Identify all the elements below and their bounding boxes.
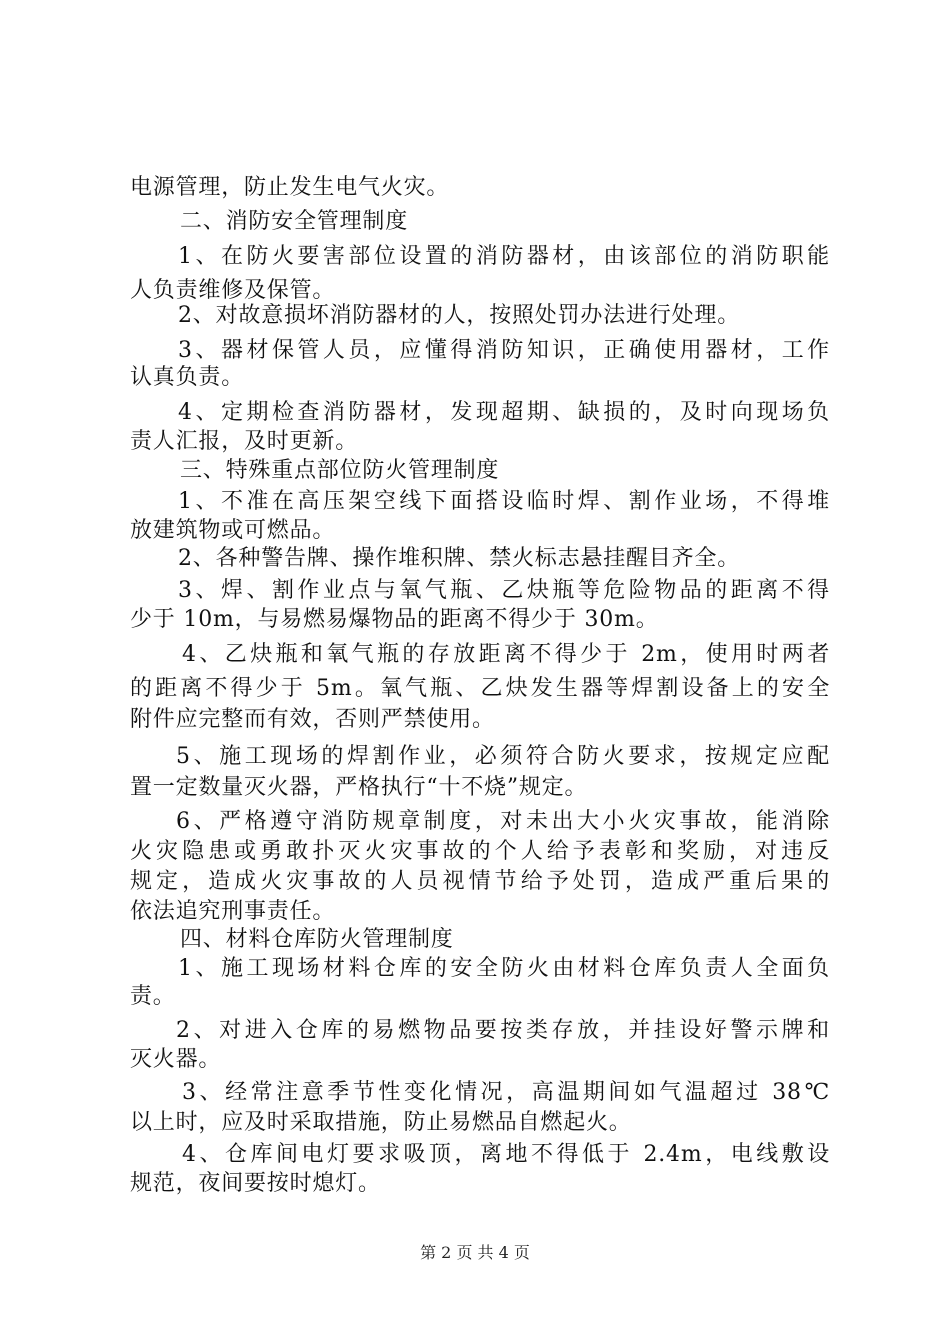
text-line: 人负责维修及保管。 xyxy=(130,278,336,303)
section-heading: 四、材料仓库防火管理制度 xyxy=(180,927,454,952)
text-line: 3、器材保管人员，应懂得消防知识，正确使用器材，工作 xyxy=(178,338,830,363)
text-line: 规定，造成火灾事故的人员视情节给予处罚，造成严重后果的 xyxy=(130,869,830,894)
text-line: 少于 10m，与易燃易爆物品的距离不得少于 30m。 xyxy=(130,607,659,632)
text-line: 2、对进入仓库的易燃物品要按类存放，并挂设好警示牌和 xyxy=(176,1018,830,1043)
text-line: 1、在防火要害部位设置的消防器材，由该部位的消防职能 xyxy=(178,244,830,269)
text-line: 依法追究刑事责任。 xyxy=(130,899,336,924)
text-line: 3、焊、割作业点与氧气瓶、乙炔瓶等危险物品的距离不得 xyxy=(178,578,830,603)
section-heading: 二、消防安全管理制度 xyxy=(180,209,409,234)
text-line: 的距离不得少于 5m。氧气瓶、乙炔发生器等焊割设备上的安全 xyxy=(130,676,830,701)
text-line: 3、经常注意季节性变化情况，高温期间如气温超过 38℃ xyxy=(182,1080,830,1105)
text-line: 2、各种警告牌、操作堆积牌、禁火标志悬挂醒目齐全。 xyxy=(178,546,740,571)
text-line: 以上时，应及时采取措施，防止易燃品自燃起火。 xyxy=(130,1110,632,1135)
text-line: 4、定期检查消防器材，发现超期、缺损的，及时向现场负 xyxy=(178,400,830,425)
text-line: 2、对故意损坏消防器材的人，按照处罚办法进行处理。 xyxy=(178,303,740,328)
text-line: 认真负责。 xyxy=(130,365,245,390)
text-line: 规范，夜间要按时熄灯。 xyxy=(130,1171,381,1196)
text-line: 责。 xyxy=(130,984,176,1009)
text-line: 4、仓库间电灯要求吸顶，离地不得低于 2.4m，电线敷设 xyxy=(182,1142,830,1167)
text-line: 火灾隐患或勇敢扑灭火灾事故的个人给予表彰和奖励，对违反 xyxy=(130,839,830,864)
text-line: 置一定数量灭火器，严格执行“十不烧”规定。 xyxy=(130,775,588,800)
text-line: 5、施工现场的焊割作业，必须符合防火要求，按规定应配 xyxy=(176,744,830,769)
text-line: 灭火器。 xyxy=(130,1047,222,1072)
text-line: 6、严格遵守消防规章制度，对未出大小火灾事故，能消除 xyxy=(176,809,830,834)
text-line: 4、乙炔瓶和氧气瓶的存放距离不得少于 2m，使用时两者 xyxy=(182,642,830,667)
text-line: 1、施工现场材料仓库的安全防火由材料仓库负责人全面负 xyxy=(178,956,830,981)
section-heading: 三、特殊重点部位防火管理制度 xyxy=(180,458,500,483)
text-line: 1、不准在高压架空线下面搭设临时焊、割作业场，不得堆 xyxy=(178,489,830,514)
page-number: 第 2 页 共 4 页 xyxy=(420,1243,530,1262)
text-line: 放建筑物或可燃品。 xyxy=(130,518,336,543)
text-line: 责人汇报，及时更新。 xyxy=(130,429,359,454)
text-line: 附件应完整而有效，否则严禁使用。 xyxy=(130,707,495,732)
text-line: 电源管理，防止发生电气火灾。 xyxy=(130,175,450,200)
